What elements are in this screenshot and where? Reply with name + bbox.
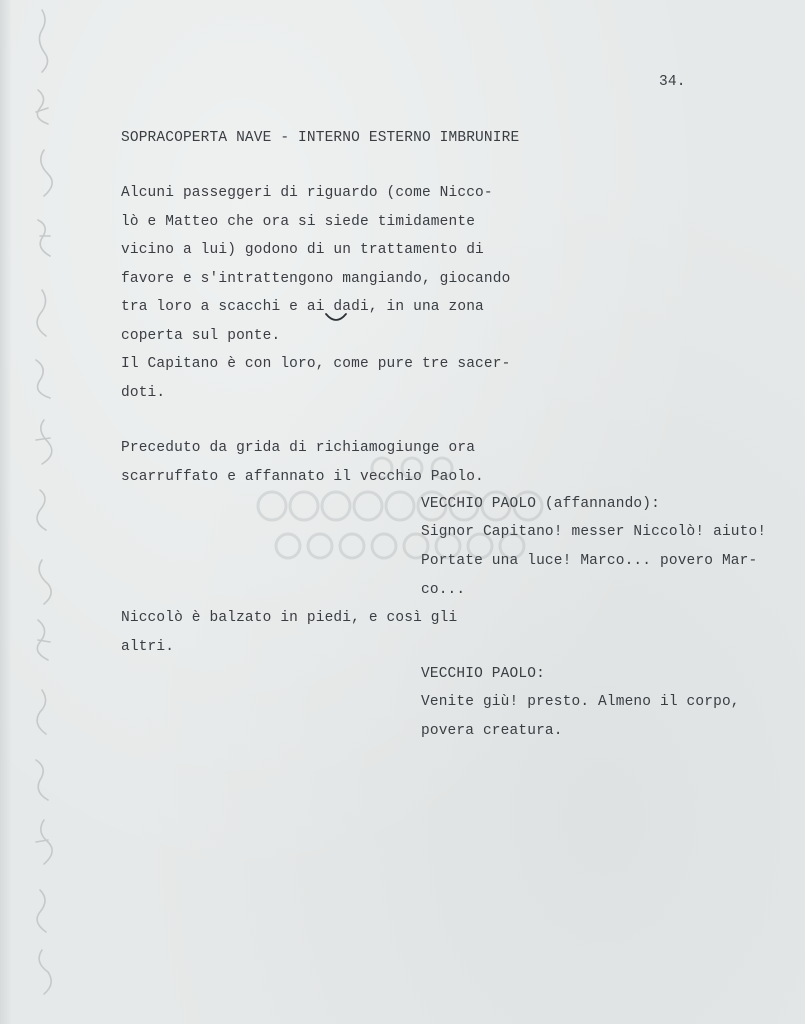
paragraph-3-line: Niccolò è balzato in piedi, e così gli bbox=[121, 610, 458, 626]
dialogue-speaker: VECCHIO PAOLO (affannando): bbox=[421, 496, 660, 512]
scene-heading: SOPRACOPERTA NAVE - INTERNO ESTERNO IMBRUNIRE bbox=[121, 130, 520, 146]
paper-edge-shadow bbox=[0, 0, 12, 1024]
paragraph-1-line: coperta sul ponte. bbox=[121, 328, 281, 344]
page-number: 34. bbox=[659, 74, 686, 90]
paragraph-1-line: Il Capitano è con loro, come pure tre sacer- bbox=[121, 356, 511, 372]
paragraph-1-line: vicino a lui) godono di un trattamento di bbox=[121, 242, 484, 258]
dialogue-line: povera creatura. bbox=[421, 723, 563, 739]
paragraph-3-line: altri. bbox=[121, 639, 175, 655]
archive-watermark bbox=[232, 446, 582, 586]
paragraph-1-line: Alcuni passeggeri di riguardo (come Nicco- bbox=[121, 185, 493, 201]
margin-ornament bbox=[30, 0, 64, 1024]
dialogue-line: Signor Capitano! messer Niccolò! aiuto! bbox=[421, 524, 767, 540]
paragraph-2-line: Preceduto da grida di richiamogiunge ora bbox=[121, 440, 476, 456]
paragraph-1-line: favore e s'intrattengono mangiando, giocando bbox=[121, 271, 511, 287]
dialogue-line: Venite giù! presto. Almeno il corpo, bbox=[421, 694, 740, 710]
handwritten-correction-mark bbox=[323, 309, 351, 325]
paragraph-1-line: doti. bbox=[121, 385, 166, 401]
paragraph-1-line: lò e Matteo che ora si siede timidamente bbox=[121, 214, 476, 230]
paragraph-1-line: tra loro a scacchi e ai dadi, in una zona bbox=[121, 299, 484, 315]
dialogue-line: co... bbox=[421, 582, 466, 598]
dialogue-line: Portate una luce! Marco... povero Mar- bbox=[421, 553, 758, 569]
dialogue-speaker: VECCHIO PAOLO: bbox=[421, 666, 545, 682]
paragraph-2-line: scarruffato e affannato il vecchio Paolo. bbox=[121, 469, 484, 485]
